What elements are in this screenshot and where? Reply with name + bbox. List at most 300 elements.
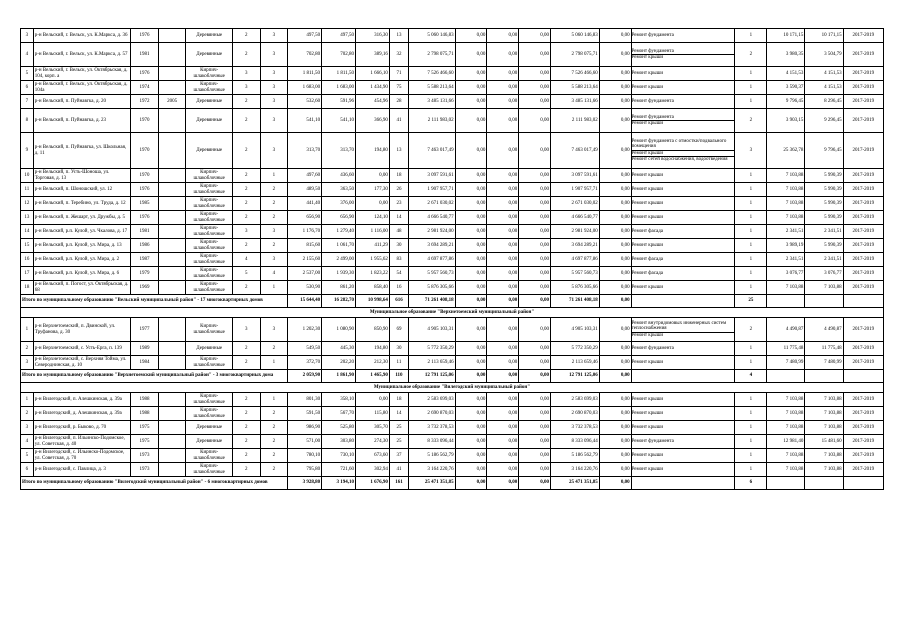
work-type-item: Ремонт крыши	[631, 452, 664, 458]
residential-area-cell: 567,70	[322, 407, 356, 421]
wall-material-cell: Кирпич-шлакоблочные	[186, 197, 233, 211]
entrances-cell: 1	[260, 356, 288, 370]
residential-area-cell: 861,20	[322, 281, 356, 295]
wall-material-cell: Кирпич-шлакоблочные	[186, 67, 233, 81]
residents-cell: 30	[389, 342, 408, 356]
other-funds-cell: 0,00	[599, 43, 631, 67]
work-count-cell: 1	[735, 95, 767, 109]
work-type-cell	[631, 281, 735, 295]
owners-funds-cell: 4 905 103,31	[551, 318, 600, 342]
table-row	[21, 29, 884, 43]
owners-funds-cell: 3 732 378,53	[551, 421, 600, 435]
owners-funds-cell: 2 583 699,03	[551, 393, 600, 407]
subtotal-cost: 12 791 125,06	[408, 370, 455, 383]
period-cell: 2017-2019	[843, 183, 883, 197]
total-cost-cell: 3 097 591,61	[408, 169, 455, 183]
table-row	[21, 435, 884, 449]
address-cell: р-н Верхнетоемский, с. Усть-Ерга, п. 139	[33, 342, 131, 356]
residents-cell: 48	[389, 225, 408, 239]
other-funds-cell: 0,00	[599, 356, 631, 370]
year-reconstruction-cell	[158, 133, 186, 169]
owners-funds-cell: 7 463 017,49	[551, 133, 600, 169]
private-area-cell: 366,90	[355, 109, 389, 133]
local-funds-cell: 0,00	[519, 211, 551, 225]
federal-funds-cell: 0,00	[455, 463, 487, 477]
owners-funds-cell: 8 333 096,44	[551, 435, 600, 449]
federal-funds-cell: 0,00	[455, 407, 487, 421]
row-number: 5	[21, 449, 34, 463]
wall-material-cell: Кирпич-шлакоблочные	[186, 318, 233, 342]
federal-funds-cell: 0,00	[455, 421, 487, 435]
total-cost-cell: 2 690 870,03	[408, 407, 455, 421]
address-cell: р-н Вельский, р.п. Кулой, ул. Чкалова, д. 17	[33, 225, 131, 239]
residential-area-cell: 436,60	[322, 169, 356, 183]
regional-funds-cell: 0,00	[487, 109, 519, 133]
work-type-item: Ремонт фундамента	[631, 98, 674, 104]
row-number: 3	[21, 356, 34, 370]
table-row	[21, 342, 884, 356]
federal-funds-cell: 0,00	[455, 449, 487, 463]
subtotal-f1: 0,00	[455, 295, 487, 308]
residents-cell: 26	[389, 183, 408, 197]
total-cost-cell: 4 697 877,86	[408, 253, 455, 267]
subtotal-cost: 71 261 408,18	[408, 295, 455, 308]
work-type-item: Ремонт крыши	[631, 84, 664, 90]
work-count-cell: 1	[735, 211, 767, 225]
max-unit-cost-cell: 7 103,88	[805, 393, 843, 407]
subtotal-f2: 0,00	[487, 295, 519, 308]
total-area-cell: 1 683,00	[288, 81, 322, 95]
regional-funds-cell: 0,00	[487, 449, 519, 463]
row-number: 10	[21, 169, 34, 183]
total-cost-cell: 5 957 560,73	[408, 267, 455, 281]
year-built-cell: 1970	[131, 133, 159, 169]
owners-funds-cell: 2 113 659,46	[551, 356, 600, 370]
work-count-cell: 1	[735, 67, 767, 81]
floors-cell: 2	[233, 169, 261, 183]
table-row	[21, 109, 884, 133]
floors-cell: 2	[233, 281, 261, 295]
unit-cost-cell: 2 341,51	[767, 225, 805, 239]
floors-cell: 2	[233, 435, 261, 449]
work-type-cell	[631, 225, 735, 239]
total-cost-cell: 4 666 540,77	[408, 211, 455, 225]
total-cost-cell: 3 694 289,21	[408, 239, 455, 253]
empty-cell	[767, 295, 805, 308]
year-reconstruction-cell	[158, 318, 186, 342]
work-type-item: Ремонт фасада	[631, 270, 664, 276]
unit-cost-cell: 10 171,15	[767, 29, 805, 43]
total-area-cell: 1 202,30	[288, 318, 322, 342]
max-unit-cost-cell: 8 296,45	[805, 95, 843, 109]
work-type-item: Ремонт крыши	[631, 186, 664, 192]
residential-area-cell: 1 279,40	[322, 225, 356, 239]
unit-cost-cell: 4 490,87	[767, 318, 805, 342]
owners-funds-cell: 5 588 213,64	[551, 81, 600, 95]
work-type-item: Ремонт фасада	[631, 256, 664, 262]
subtotal-s3: 10 998,64	[355, 295, 389, 308]
max-unit-cost-cell: 4 151,53	[805, 81, 843, 95]
work-type-cell	[631, 463, 735, 477]
residential-area-cell: 1 811,50	[322, 67, 356, 81]
owners-funds-cell: 3 164 220,76	[551, 463, 600, 477]
row-number: 8	[21, 109, 34, 133]
owners-funds-cell: 4 666 540,77	[551, 211, 600, 225]
entrances-cell: 2	[260, 342, 288, 356]
local-funds-cell: 0,00	[519, 169, 551, 183]
subtotal-f1: 0,00	[455, 477, 487, 490]
subtotal-cost: 25 471 351,85	[408, 477, 455, 490]
work-type-item: Ремонт фундамента	[631, 48, 674, 54]
max-unit-cost-cell: 7 103,88	[805, 421, 843, 435]
address-cell: р-н Вельский, г. Вельск, ул. К.Маркса, д. 36	[33, 29, 131, 43]
year-built-cell: 1972	[131, 95, 159, 109]
section-title: Муниципальное образование "Верхнетоемский муниципальный район"	[21, 308, 884, 318]
period-cell: 2017-2019	[843, 95, 883, 109]
local-funds-cell: 0,00	[519, 267, 551, 281]
work-count-cell: 1	[735, 449, 767, 463]
wall-material-cell: Деревянные	[186, 435, 233, 449]
table-body	[21, 29, 884, 490]
max-unit-cost-cell: 10 171,15	[805, 29, 843, 43]
capital-repair-table	[20, 28, 884, 490]
subtotal-work-count: 25	[735, 295, 767, 308]
local-funds-cell: 0,00	[519, 253, 551, 267]
work-count-cell: 1	[735, 183, 767, 197]
regional-funds-cell: 0,00	[487, 225, 519, 239]
private-area-cell: 1 955,62	[355, 253, 389, 267]
year-reconstruction-cell	[158, 43, 186, 67]
subtotal-row	[21, 370, 884, 383]
work-count-cell: 1	[735, 267, 767, 281]
entrances-cell: 1	[260, 169, 288, 183]
federal-funds-cell: 0,00	[455, 29, 487, 43]
period-cell: 2017-2019	[843, 169, 883, 183]
table-row	[21, 253, 884, 267]
row-number: 13	[21, 211, 34, 225]
private-area-cell: 305,70	[355, 421, 389, 435]
owners-funds-cell: 1 907 957,71	[551, 183, 600, 197]
period-cell: 2017-2019	[843, 435, 883, 449]
work-type-item: Ремонт фундамента	[631, 438, 674, 444]
row-number: 2	[21, 407, 34, 421]
private-area-cell: 850,90	[355, 318, 389, 342]
year-built-cell: 1989	[131, 342, 159, 356]
subtotal-res: 110	[389, 370, 408, 383]
work-count-cell: 3	[735, 133, 767, 169]
year-reconstruction-cell	[158, 407, 186, 421]
table-row	[21, 95, 884, 109]
local-funds-cell: 0,00	[519, 81, 551, 95]
table-row	[21, 225, 884, 239]
year-reconstruction-cell	[158, 239, 186, 253]
year-reconstruction-cell	[158, 29, 186, 43]
period-cell: 2017-2019	[843, 43, 883, 67]
unit-cost-cell: 7 103,88	[767, 463, 805, 477]
unit-cost-cell: 7 103,88	[767, 197, 805, 211]
residential-area-cell: 313,70	[322, 133, 356, 169]
subtotal-label: Итого по муниципальному образованию "Вельский муниципальный район" - 17 многоквартирных домов	[21, 295, 288, 308]
regional-funds-cell: 0,00	[487, 81, 519, 95]
max-unit-cost-cell: 2 341,51	[805, 253, 843, 267]
max-unit-cost-cell: 5 990,39	[805, 169, 843, 183]
private-area-cell: 858,40	[355, 281, 389, 295]
work-type-item: Ремонт крыши	[631, 70, 664, 76]
total-area-cell: 541,10	[288, 109, 322, 133]
residential-area-cell: 541,10	[322, 109, 356, 133]
total-area-cell: 815,60	[288, 239, 322, 253]
year-built-cell: 1985	[131, 197, 159, 211]
local-funds-cell: 0,00	[519, 421, 551, 435]
floors-cell: 3	[233, 81, 261, 95]
year-reconstruction-cell	[158, 356, 186, 370]
year-built-cell: 1988	[131, 393, 159, 407]
period-cell: 2017-2019	[843, 239, 883, 253]
entrances-cell: 2	[260, 197, 288, 211]
regional-funds-cell: 0,00	[487, 393, 519, 407]
federal-funds-cell: 0,00	[455, 342, 487, 356]
subtotal-label: Итого по муниципальному образованию "Вилегодский муниципальный район" - 6 многоквартирных домов	[21, 477, 288, 490]
regional-funds-cell: 0,00	[487, 435, 519, 449]
total-area-cell: 571,00	[288, 435, 322, 449]
year-built-cell: 1977	[131, 318, 159, 342]
floors-cell: 3	[233, 225, 261, 239]
max-unit-cost-cell: 7 103,88	[805, 449, 843, 463]
table-row	[21, 239, 884, 253]
private-area-cell: 115,80	[355, 407, 389, 421]
private-area-cell: 411,29	[355, 239, 389, 253]
federal-funds-cell: 0,00	[455, 43, 487, 67]
work-type-item: Ремонт фундамента	[631, 32, 674, 38]
entrances-cell: 3	[260, 67, 288, 81]
private-area-cell: 194,80	[355, 342, 389, 356]
residential-area-cell: 525,80	[322, 421, 356, 435]
private-area-cell: 302,94	[355, 463, 389, 477]
residential-area-cell: 721,60	[322, 463, 356, 477]
total-cost-cell: 5 876 305,66	[408, 281, 455, 295]
local-funds-cell: 0,00	[519, 356, 551, 370]
entrances-cell: 3	[260, 318, 288, 342]
table-row	[21, 407, 884, 421]
unit-cost-cell: 11 775,48	[767, 342, 805, 356]
subtotal-f4: 12 791 125,06	[551, 370, 600, 383]
owners-funds-cell: 2 981 924,00	[551, 225, 600, 239]
unit-cost-cell: 12 981,40	[767, 435, 805, 449]
table-row	[21, 81, 884, 95]
work-count-cell: 1	[735, 342, 767, 356]
total-cost-cell: 2 981 924,00	[408, 225, 455, 239]
year-reconstruction-cell	[158, 225, 186, 239]
regional-funds-cell: 0,00	[487, 43, 519, 67]
owners-funds-cell: 2 798 075,71	[551, 43, 600, 67]
period-cell: 2017-2019	[843, 356, 883, 370]
residents-cell: 25	[389, 421, 408, 435]
local-funds-cell: 0,00	[519, 407, 551, 421]
owners-funds-cell: 3 097 591,61	[551, 169, 600, 183]
work-type-item: Ремонт фундамента	[631, 345, 674, 351]
work-type-item: Ремонт крыши	[631, 214, 664, 220]
total-cost-cell: 2 111 983,02	[408, 109, 455, 133]
residents-cell: 28	[389, 95, 408, 109]
residents-cell: 16	[389, 281, 408, 295]
work-type-item: Ремонт фундамента	[631, 114, 674, 120]
year-built-cell: 1988	[131, 407, 159, 421]
work-type-cell	[631, 435, 735, 449]
floors-cell: 5	[233, 267, 261, 281]
other-funds-cell: 0,00	[599, 239, 631, 253]
period-cell: 2017-2019	[843, 225, 883, 239]
total-area-cell: 532,60	[288, 95, 322, 109]
work-type-item: Ремонт крыши	[631, 54, 735, 60]
regional-funds-cell: 0,00	[487, 67, 519, 81]
local-funds-cell: 0,00	[519, 239, 551, 253]
federal-funds-cell: 0,00	[455, 67, 487, 81]
private-area-cell: 1 434,90	[355, 81, 389, 95]
work-count-cell: 1	[735, 356, 767, 370]
empty-cell	[767, 477, 805, 490]
total-cost-cell: 1 907 957,71	[408, 183, 455, 197]
federal-funds-cell: 0,00	[455, 109, 487, 133]
residents-cell: 13	[389, 133, 408, 169]
private-area-cell: 177,30	[355, 183, 389, 197]
wall-material-cell: Деревянные	[186, 421, 233, 435]
residents-cell: 71	[389, 67, 408, 81]
other-funds-cell: 0,00	[599, 342, 631, 356]
year-built-cell: 1976	[131, 67, 159, 81]
row-number: 12	[21, 197, 34, 211]
private-area-cell: 1 666,10	[355, 67, 389, 81]
local-funds-cell: 0,00	[519, 449, 551, 463]
residential-area-cell: 445,30	[322, 342, 356, 356]
local-funds-cell: 0,00	[519, 318, 551, 342]
other-funds-cell: 0,00	[599, 197, 631, 211]
other-funds-cell: 0,00	[599, 133, 631, 169]
subtotal-s3: 1 676,90	[355, 477, 389, 490]
year-reconstruction-cell	[158, 342, 186, 356]
floors-cell: 3	[233, 318, 261, 342]
subtotal-f5: 0,00	[599, 477, 631, 490]
total-cost-cell: 5 588 213,64	[408, 81, 455, 95]
wall-material-cell: Кирпич-шлакоблочные	[186, 169, 233, 183]
floors-cell: 2	[233, 43, 261, 67]
other-funds-cell: 0,00	[599, 67, 631, 81]
other-funds-cell: 0,00	[599, 318, 631, 342]
unit-cost-cell: 3 980,35	[767, 43, 805, 67]
residential-area-cell: 2 499,00	[322, 253, 356, 267]
row-number: 14	[21, 225, 34, 239]
unit-cost-cell: 3 989,19	[767, 239, 805, 253]
floors-cell: 4	[233, 253, 261, 267]
regional-funds-cell: 0,00	[487, 356, 519, 370]
total-area-cell: 656,90	[288, 211, 322, 225]
federal-funds-cell: 0,00	[455, 211, 487, 225]
unit-cost-cell: 3 590,37	[767, 81, 805, 95]
private-area-cell: 1 116,00	[355, 225, 389, 239]
owners-funds-cell: 5 186 562,79	[551, 449, 600, 463]
empty-cell	[843, 295, 883, 308]
period-cell: 2017-2019	[843, 342, 883, 356]
row-number: 9	[21, 133, 34, 169]
unit-cost-cell: 7 103,88	[767, 169, 805, 183]
residential-area-cell: 363,50	[322, 183, 356, 197]
total-cost-cell: 2 671 030,02	[408, 197, 455, 211]
unit-cost-cell: 7 103,88	[767, 211, 805, 225]
subtotal-s2: 16 282,70	[322, 295, 356, 308]
regional-funds-cell: 0,00	[487, 95, 519, 109]
max-unit-cost-cell: 7 103,88	[805, 463, 843, 477]
owners-funds-cell: 5 876 305,66	[551, 281, 600, 295]
year-reconstruction-cell	[158, 183, 186, 197]
work-count-cell: 1	[735, 239, 767, 253]
work-type-item: Ремонт фасада	[631, 228, 664, 234]
residents-cell: 37	[389, 449, 408, 463]
residents-cell: 32	[389, 43, 408, 67]
work-type-item: Ремонт крыши	[631, 466, 664, 472]
entrances-cell: 2	[260, 211, 288, 225]
table-row	[21, 211, 884, 225]
year-built-cell: 1975	[131, 421, 159, 435]
other-funds-cell: 0,00	[599, 421, 631, 435]
address-cell: р-н Вельский, п. Шоношский, ул. 12	[33, 183, 131, 197]
residents-cell: 83	[389, 253, 408, 267]
work-count-cell: 1	[735, 169, 767, 183]
max-unit-cost-cell: 9 796,45	[805, 133, 843, 169]
max-unit-cost-cell: 4 490,87	[805, 318, 843, 342]
floors-cell: 2	[233, 95, 261, 109]
regional-funds-cell: 0,00	[487, 197, 519, 211]
table-row	[21, 169, 884, 183]
work-count-cell: 1	[735, 225, 767, 239]
subtotal-f1: 0,00	[455, 370, 487, 383]
work-type-cell	[631, 29, 735, 43]
total-area-cell: 549,50	[288, 342, 322, 356]
subtotal-s2: 3 194,10	[322, 477, 356, 490]
residential-area-cell: 730,10	[322, 449, 356, 463]
entrances-cell: 3	[260, 29, 288, 43]
wall-material-cell: Кирпич-шлакоблочные	[186, 407, 233, 421]
residential-area-cell: 376,00	[322, 197, 356, 211]
work-type-cell	[631, 267, 735, 281]
total-area-cell: 530,90	[288, 281, 322, 295]
federal-funds-cell: 0,00	[455, 435, 487, 449]
address-cell: р-н Вельский, п. Теребино, ул. Труда, д. 12	[33, 197, 131, 211]
work-count-cell: 2	[735, 109, 767, 133]
residents-cell: 41	[389, 463, 408, 477]
wall-material-cell: Кирпич-шлакоблочные	[186, 253, 233, 267]
local-funds-cell: 0,00	[519, 67, 551, 81]
max-unit-cost-cell: 7 103,88	[805, 281, 843, 295]
max-unit-cost-cell: 3 076,77	[805, 267, 843, 281]
owners-funds-cell: 2 690 870,03	[551, 407, 600, 421]
other-funds-cell: 0,00	[599, 109, 631, 133]
other-funds-cell: 0,00	[599, 463, 631, 477]
year-reconstruction-cell	[158, 435, 186, 449]
total-cost-cell: 4 905 103,31	[408, 318, 455, 342]
year-built-cell: 1973	[131, 463, 159, 477]
year-reconstruction-cell	[158, 281, 186, 295]
work-count-cell: 1	[735, 421, 767, 435]
regional-funds-cell: 0,00	[487, 239, 519, 253]
entrances-cell: 4	[260, 267, 288, 281]
other-funds-cell: 0,00	[599, 449, 631, 463]
entrances-cell: 3	[260, 109, 288, 133]
total-area-cell: 497,60	[288, 169, 322, 183]
subtotal-s1: 2 059,90	[288, 370, 322, 383]
regional-funds-cell: 0,00	[487, 29, 519, 43]
wall-material-cell: Кирпич-шлакоблочные	[186, 449, 233, 463]
period-cell: 2017-2019	[843, 211, 883, 225]
year-built-cell: 1973	[131, 449, 159, 463]
